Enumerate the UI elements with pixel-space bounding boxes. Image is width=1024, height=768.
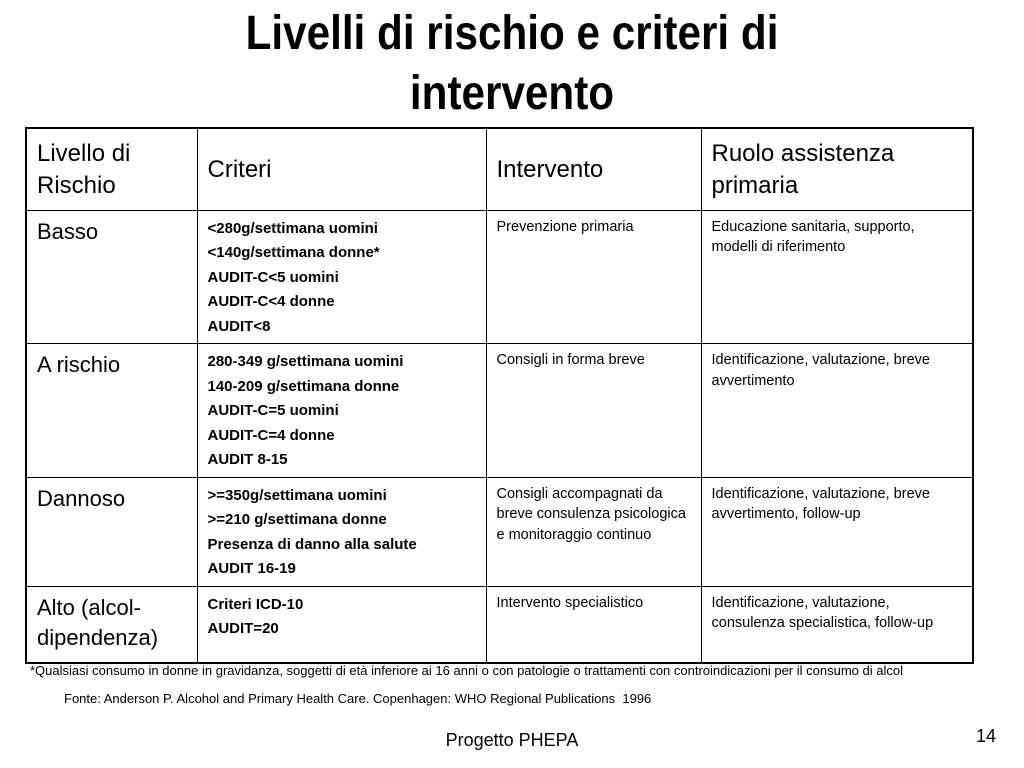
slide-title-line-2: intervento: [409, 67, 615, 120]
header-criteri: Criteri: [197, 128, 486, 210]
criteria-line: >=350g/settimana uomini: [207, 486, 387, 504]
table-row-dannoso: [26, 477, 973, 586]
criteria-line: AUDIT 16-19: [207, 560, 296, 577]
footer-project-name: Progetto PHEPA: [445, 730, 579, 750]
criteria-line: AUDIT-C=5 uomini: [207, 402, 339, 419]
intervention-cell: Prevenzione primaria: [486, 210, 701, 344]
page-number: 14: [975, 726, 996, 746]
intervention-cell: Consigli accompagnati da breve consulenza psicologica e monitoraggio continuo: [486, 477, 701, 586]
criteria-line: AUDIT-C=4 donne: [207, 426, 335, 444]
intervention-cell: Consigli in forma breve: [486, 344, 701, 478]
criteria-line: >=210 g/settimana donne: [207, 511, 387, 528]
intervention-cell: Intervento specialistico: [486, 586, 701, 663]
criteria-line: AUDIT-C<5 uomini: [207, 268, 339, 286]
criteria-line: Criteri ICD-10: [207, 595, 304, 613]
criteria-line: 280-349 g/settimana uomini: [207, 353, 404, 370]
slide-title: [61, 4, 962, 124]
criteria-cell: [197, 586, 486, 663]
role-cell: Educazione sanitaria, supporto, modelli di riferimento: [701, 210, 973, 344]
table-header-row: [26, 128, 973, 210]
role-cell: Identificazione, valutazione, breve avvertimento, follow-up: [701, 477, 973, 586]
criteria-line: AUDIT=20: [207, 620, 279, 637]
criteria-line: AUDIT 8-15: [207, 451, 288, 468]
criteria-cell: [197, 344, 486, 478]
criteria-cell: [197, 210, 486, 344]
source-note: Fonte: Anderson P. Alcohol and Primary Health Care. Copenhagen: WHO Regional Publications 1996: [64, 691, 652, 706]
level-cell: Alto (alcol-dipendenza): [26, 586, 197, 663]
criteria-line: <280g/settimana uomini: [207, 219, 378, 237]
criteria-line: Presenza di danno alla salute: [207, 535, 417, 553]
criteria-line: AUDIT<8: [207, 317, 271, 335]
role-cell: Identificazione, valutazione, consulenza specialistica, follow-up: [701, 586, 973, 663]
criteria-cell: [197, 477, 486, 586]
role-cell: Identificazione, valutazione, breve avvertimento: [701, 344, 973, 478]
criteria-line: AUDIT-C<4 donne: [207, 293, 335, 310]
header-intervento: Intervento: [486, 128, 701, 210]
slide-title-line-1: Livelli di rischio e criteri di: [245, 7, 779, 60]
header-livello-di-rischio: Livello di Rischio: [26, 128, 197, 210]
footnote: *Qualsiasi consumo in donne in gravidanza, soggetti di età inferiore ai 16 anni o con patologie o trattamenti con controindicazioni per il consumo di alcol: [30, 663, 903, 678]
level-cell: A rischio: [26, 344, 197, 478]
risk-levels-table: [25, 127, 974, 664]
level-cell: Basso: [26, 210, 197, 344]
table-row-basso: [26, 210, 973, 344]
level-cell: Dannoso: [26, 477, 197, 586]
table-row-a-rischio: [26, 344, 973, 478]
criteria-line: 140-209 g/settimana donne: [207, 377, 400, 395]
header-ruolo-assistenza-primaria: Ruolo assistenza primaria: [701, 128, 973, 210]
criteria-line: <140g/settimana donne*: [207, 244, 380, 261]
table-row-alto: [26, 586, 973, 663]
